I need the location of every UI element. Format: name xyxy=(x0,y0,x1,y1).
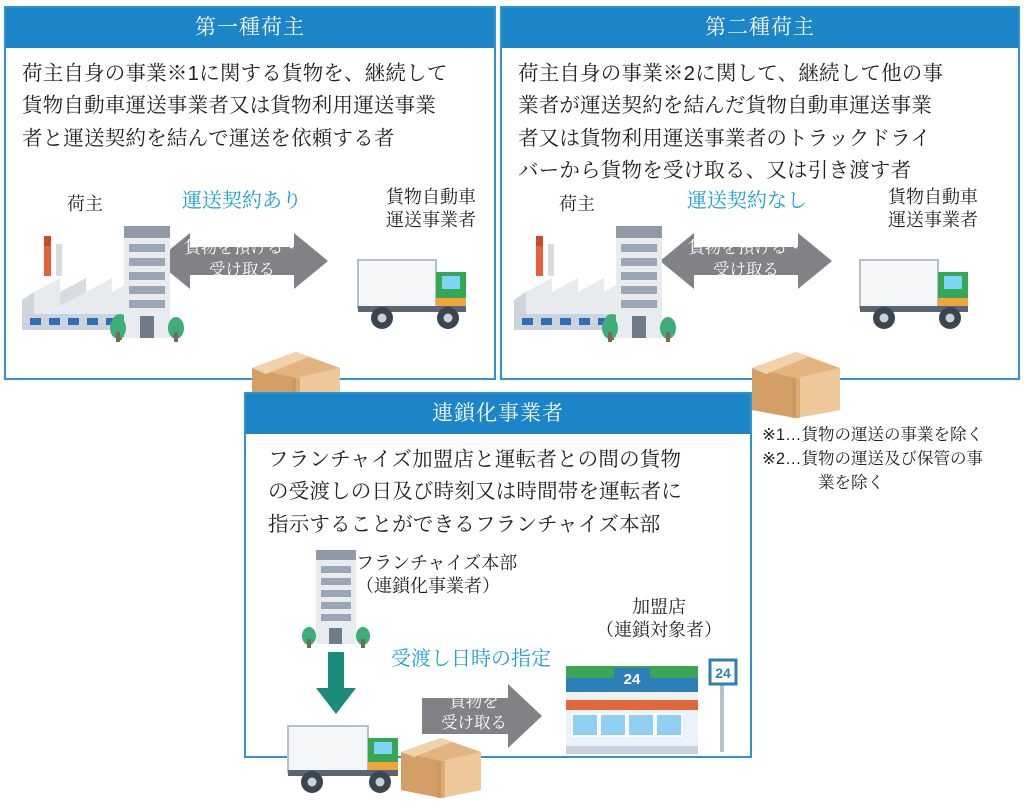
truck-icon xyxy=(858,244,986,342)
desc-line: フランチャイズ加盟店と運転者との間の貨物 xyxy=(268,448,682,471)
carrier-label xyxy=(878,186,988,233)
panel-chain-description xyxy=(246,434,750,541)
panel-type1-body xyxy=(6,48,494,378)
shipper-label: 荷主 xyxy=(67,194,103,214)
panel-chain-operator xyxy=(244,392,752,758)
footnote-value: 貨物の運送及び保管の事 xyxy=(801,449,984,468)
desc-line: バーから貨物を受け取る、又は引き渡す者 xyxy=(518,159,912,183)
panel-type2-body xyxy=(502,48,1018,378)
panel-type1-description xyxy=(6,48,494,155)
designation-arrow xyxy=(316,652,356,714)
desc-line: 指示することができるフランチャイズ本部 xyxy=(268,512,661,536)
panel-chain-title: 連鎖化事業者 xyxy=(246,394,750,434)
footnote-value: 貨物の運送の事業を除く xyxy=(801,426,984,444)
panel-type1 xyxy=(4,6,496,380)
svg-text:24: 24 xyxy=(623,671,641,688)
truck-icon xyxy=(356,244,484,342)
cardboard-box-icon xyxy=(746,348,846,420)
desc-line: 荷主自身の事業※2に関して、継続して他の事 xyxy=(518,62,944,85)
exchange-arrow xyxy=(660,228,832,294)
panel-type2-description xyxy=(502,48,1018,188)
shipper-label: 荷主 xyxy=(559,194,595,214)
member-store-label: 加盟店 （連鎖対象者） xyxy=(596,597,722,641)
exchange-arrow-label: 貨物を預ける・ 受け取る xyxy=(688,239,804,280)
footnote-key: ※2… xyxy=(762,449,802,468)
footnote-row xyxy=(762,448,1020,472)
carrier-label-line: 貨物自動車 xyxy=(386,187,476,207)
office-building-icon xyxy=(110,216,186,346)
desc-line: 者又は貨物利用運送事業者のトラックドライ xyxy=(518,126,931,150)
panel-chain-body xyxy=(246,434,750,756)
desc-line: の受渡しの日及び時刻又は時間帯を運転者に xyxy=(268,480,682,504)
carrier-label-line: 運送事業者 xyxy=(888,210,978,231)
carrier-label-line: 貨物自動車 xyxy=(888,187,978,207)
footnote-key: ※1… xyxy=(762,426,802,444)
receive-cargo-arrow-label: 貨物を 受け取る xyxy=(441,693,507,733)
arrow-down-icon xyxy=(316,652,356,714)
panel-type1-title: 第一種荷主 xyxy=(6,8,494,48)
footnotes xyxy=(762,424,1020,496)
desc-line: 貨物自動車運送事業者又は貨物利用運送事業 xyxy=(22,94,436,118)
panel-type2-title: 第二種荷主 xyxy=(502,8,1018,48)
office-building-icon xyxy=(602,216,678,346)
desc-line: 者と運送契約を結んで運送を依頼する者 xyxy=(22,126,395,150)
franchise-hq-label: フランチャイズ本部 （連鎖化事業者） xyxy=(356,553,518,597)
desc-line: 荷主自身の事業※1に関する貨物を、継続して xyxy=(22,62,448,85)
footnote-row xyxy=(762,424,1020,448)
footnote-value: 業を除く xyxy=(818,473,884,492)
carrier-label xyxy=(376,186,486,233)
svg-text:24: 24 xyxy=(715,665,731,681)
contract-status-label: 運送契約あり xyxy=(182,190,302,212)
handover-designation-label: 受渡し日時の指定 xyxy=(391,648,551,670)
office-building-icon xyxy=(302,544,372,656)
cardboard-box-icon xyxy=(396,734,486,800)
footnote-row xyxy=(762,472,1020,496)
panel-type2 xyxy=(500,6,1020,380)
convenience-store-icon xyxy=(552,642,748,762)
desc-line: 業者が運送契約を結んだ貨物自動車運送事業 xyxy=(518,94,932,118)
contract-status-label: 運送契約なし xyxy=(687,190,807,212)
carrier-label-line: 運送事業者 xyxy=(386,210,476,231)
exchange-arrow-label: 貨物を預ける・ 受け取る xyxy=(184,239,300,280)
